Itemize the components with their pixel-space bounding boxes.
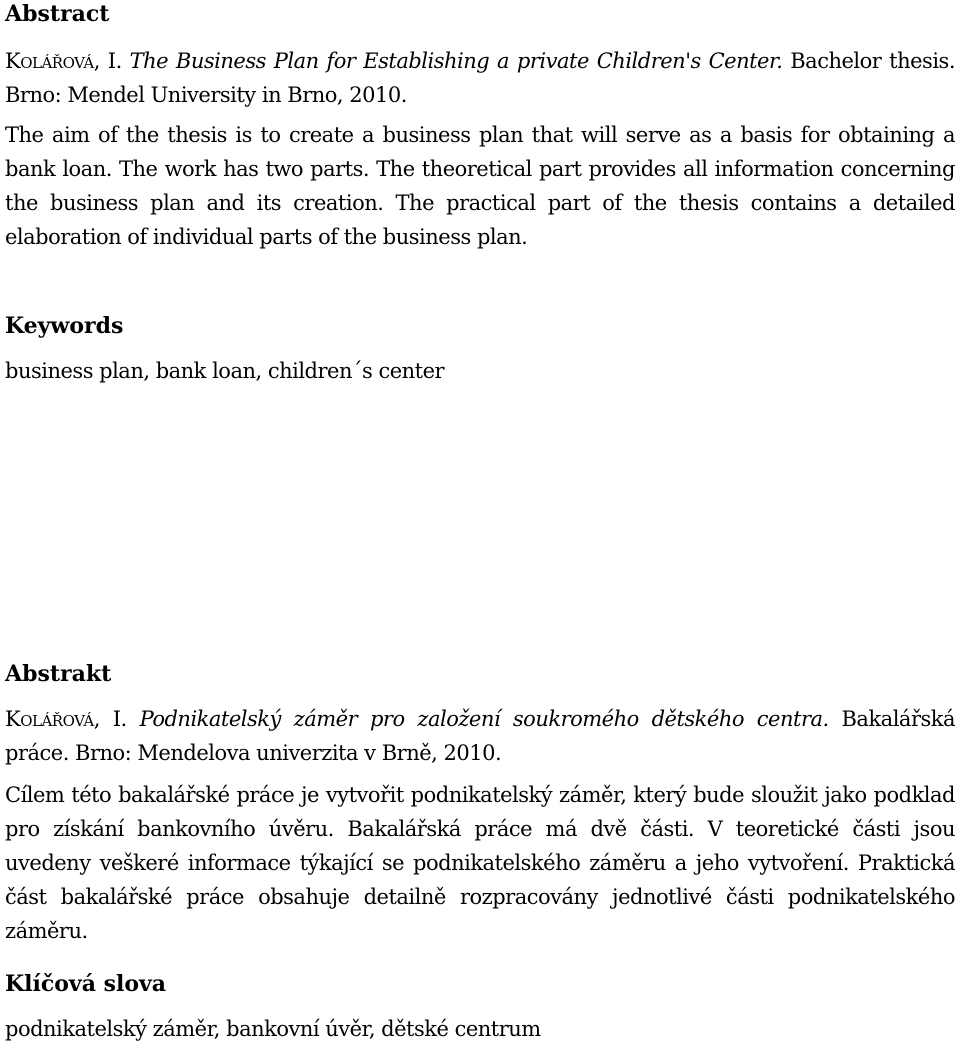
citation-initial: , I. <box>93 49 130 73</box>
abstract-heading: Abstract <box>5 1 110 27</box>
keywords-heading: Keywords <box>5 313 124 339</box>
abstrakt-heading: Abstrakt <box>5 661 112 687</box>
citation-author-czech: Kolářová <box>5 707 94 731</box>
citation-czech <box>5 702 955 770</box>
citation-initial-czech: , I. <box>93 707 140 731</box>
citation-author: Kolářová <box>5 49 94 73</box>
keywords-section-english <box>5 312 955 388</box>
klicova-slova-heading: Klíčová slova <box>5 971 167 997</box>
citation-english <box>5 44 955 112</box>
keywords-section-czech <box>5 970 955 1046</box>
abstract-section-czech <box>5 660 955 948</box>
keywords-czech: podnikatelský záměr, bankovní úvěr, dětské centrum <box>5 1017 541 1041</box>
abstract-body-english: The aim of the thesis is to create a business plan that will serve as a basis for obtaining a bank loan. The work has two parts. The theoretical part provides all information concerning the business plan and its creation. The practical part of the thesis contains a detailed elaboration of individual parts of the business plan. <box>5 123 955 249</box>
abstract-body-czech: Cílem této bakalářské práce je vytvořit podnikatelský záměr, který bude sloužit jako podklad pro získání bankovního úvěru. Bakalářská práce má dvě části. V teoretické části jsou uvedeny veškeré informace týkající se podnikatelského záměru a jeho vytvoření. Praktická část bakalářské práce obsahuje detailně rozpracovány jednotlivé části podnikatelského záměru. <box>5 783 955 943</box>
citation-title-czech: Podnikatelský záměr pro založení soukromého dětského centra. <box>139 707 829 731</box>
keywords-english: business plan, bank loan, children´s center <box>5 359 445 383</box>
citation-rest-czech: Bakalářská práce. Brno: Mendelova univerzita v Brně, 2010. <box>5 707 955 765</box>
citation-rest: Bachelor thesis. Brno: Mendel University in Brno, 2010. <box>5 49 955 107</box>
citation-title: The Business Plan for Establishing a private Children's Center. <box>129 49 783 73</box>
abstract-section-english <box>5 0 955 254</box>
